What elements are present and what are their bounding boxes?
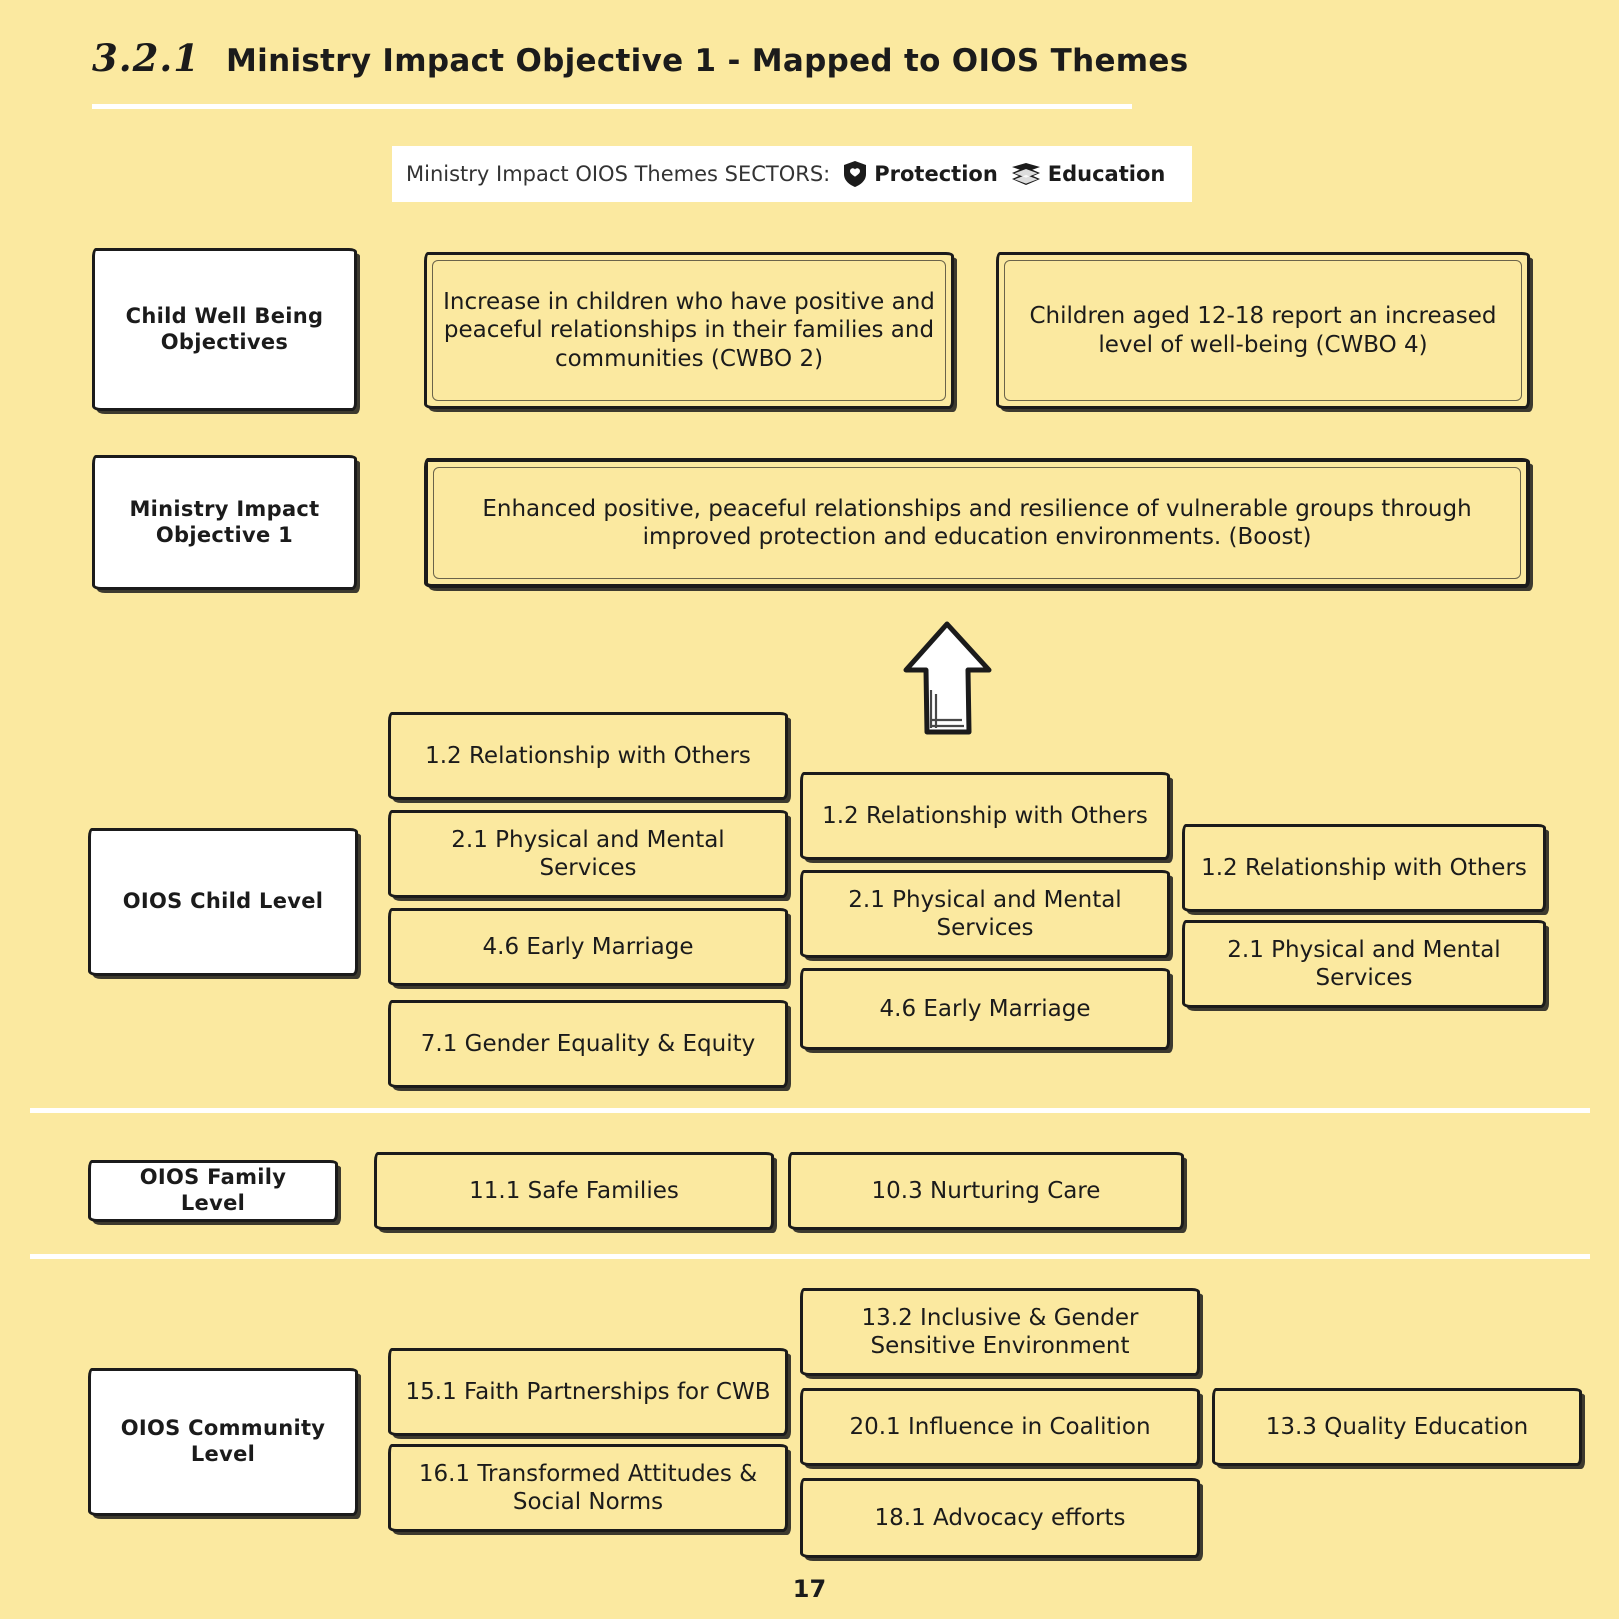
legend-item-protection <box>842 160 998 188</box>
label-child-wellbeing-line1: Child Well Being <box>125 303 324 328</box>
cwbo-4-text: Children aged 12-18 report an increased level of well-being (CWBO 4) <box>1029 303 1497 358</box>
title-underline <box>92 104 1132 109</box>
page-number: 17 <box>792 1575 827 1603</box>
shield-icon <box>842 160 868 188</box>
ministry-impact-statement-text: Enhanced positive, peaceful relationships and resilience of vulnerable groups through improved protection and education environments. (Boost) <box>482 495 1472 550</box>
books-icon <box>1010 162 1042 186</box>
divider-family-community <box>30 1254 1590 1259</box>
legend-item-protection-label: Protection <box>874 162 998 186</box>
legend-item-education-label: Education <box>1047 162 1166 186</box>
label-ministry-impact-objective <box>92 455 357 590</box>
child-level-col1-item-3: 7.1 Gender Equality & Equity <box>388 1000 788 1088</box>
up-arrow-icon <box>900 620 996 738</box>
child-level-col3-item-1: 2.1 Physical and Mental Services <box>1182 920 1546 1008</box>
family-level-item-0: 11.1 Safe Families <box>374 1152 774 1230</box>
child-level-col2-item-0: 1.2 Relationship with Others <box>800 772 1170 860</box>
cwbo-4-box <box>996 252 1530 409</box>
child-level-col1-item-1: 2.1 Physical and Mental Services <box>388 810 788 898</box>
cwbo-2-box <box>424 252 954 409</box>
label-oios-family-level <box>88 1160 338 1222</box>
community-level-col3-item-0: 13.3 Quality Education <box>1212 1388 1582 1466</box>
label-oios-family-level-text: OIOS Family Level <box>139 1165 287 1215</box>
legend-item-education <box>1010 162 1166 186</box>
community-level-col1-item-1: 16.1 Transformed Attitudes & Social Norms <box>388 1444 788 1532</box>
child-level-col1-item-2: 4.6 Early Marriage <box>388 908 788 986</box>
section-number: 3.2.1 <box>92 36 200 80</box>
label-child-wellbeing-line2: Objectives <box>160 329 289 354</box>
label-oios-community-line1: OIOS Community <box>120 1416 326 1441</box>
child-level-col1-item-0: 1.2 Relationship with Others <box>388 712 788 800</box>
child-level-col3-item-0: 1.2 Relationship with Others <box>1182 824 1546 912</box>
cwbo-2-text: Increase in children who have positive and peaceful relationships in their families and communities (CWBO 2) <box>443 289 935 372</box>
family-level-item-1: 10.3 Nurturing Care <box>788 1152 1184 1230</box>
label-child-wellbeing-objectives <box>92 248 357 411</box>
page-title <box>92 36 1188 80</box>
child-level-col2-item-2: 4.6 Early Marriage <box>800 968 1170 1050</box>
divider-child-family <box>30 1108 1590 1113</box>
label-oios-community-level <box>88 1368 358 1516</box>
label-ministry-impact-line2: Objective 1 <box>155 522 294 547</box>
title-text: Ministry Impact Objective 1 - Mapped to OIOS Themes <box>226 43 1189 79</box>
community-level-col2-item-2: 18.1 Advocacy efforts <box>800 1478 1200 1558</box>
legend-label: Ministry Impact OIOS Themes SECTORS: <box>406 162 831 186</box>
ministry-impact-statement-box <box>424 458 1530 588</box>
community-level-col1-item-0: 15.1 Faith Partnerships for CWB <box>388 1348 788 1436</box>
sector-legend <box>392 146 1192 202</box>
label-ministry-impact-line1: Ministry Impact <box>129 496 320 521</box>
label-oios-community-line2: Level <box>190 1442 256 1466</box>
label-oios-child-level-text: OIOS Child Level <box>122 889 324 914</box>
community-level-col2-item-1: 20.1 Influence in Coalition <box>800 1388 1200 1466</box>
label-oios-child-level <box>88 828 358 976</box>
community-level-col2-item-0: 13.2 Inclusive & Gender Sensitive Environment <box>800 1288 1200 1376</box>
child-level-col2-item-1: 2.1 Physical and Mental Services <box>800 870 1170 958</box>
